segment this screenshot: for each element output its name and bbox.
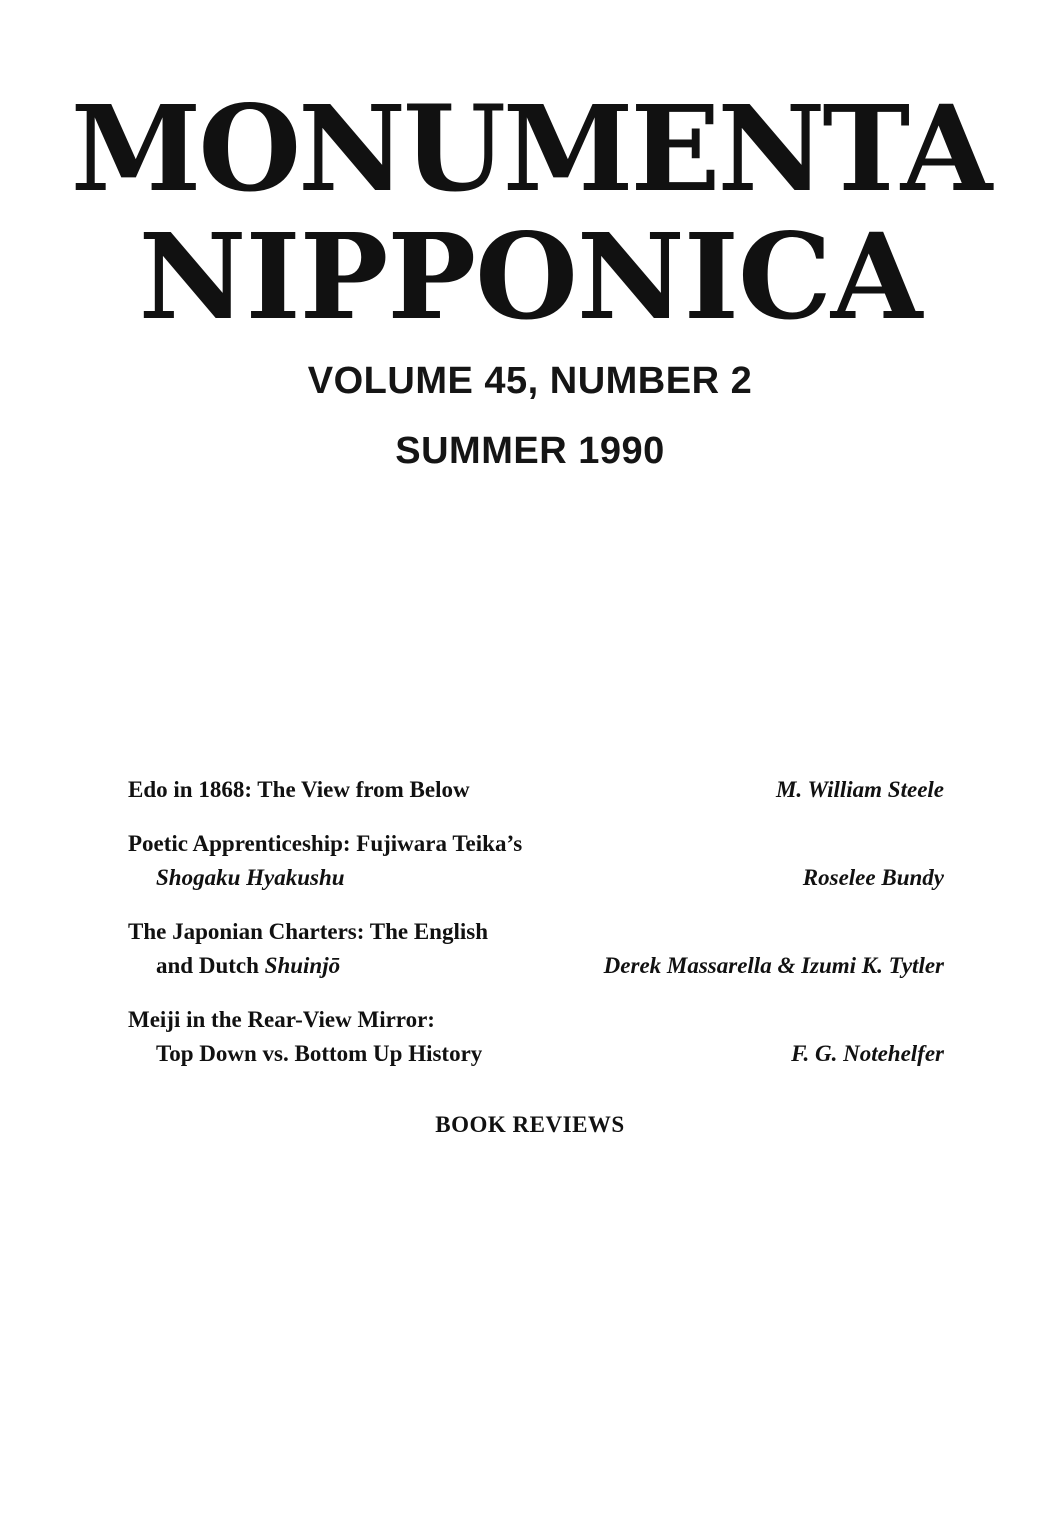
article-author: M. William Steele (775, 777, 944, 802)
toc-entry-row (128, 949, 944, 983)
article-title-continued (128, 1037, 482, 1071)
toc-entry-row (128, 1003, 944, 1037)
toc-entry (128, 915, 944, 983)
toc-entry-row (128, 1037, 944, 1071)
book-reviews-heading: BOOK REVIEWS (435, 1112, 625, 1137)
toc-entry (128, 773, 944, 807)
toc-entry-row (128, 861, 944, 895)
article-title: Poetic Apprenticeship: Fujiwara Teika’s (128, 831, 523, 856)
issue-season-year: SUMMER 1990 (395, 430, 665, 472)
article-title-italic: Shogaku Hyakushu (156, 865, 345, 890)
table-of-contents (128, 773, 944, 1091)
article-title-prefix: and Dutch (156, 953, 265, 978)
toc-entry (128, 1003, 944, 1071)
toc-entry-row (128, 827, 944, 861)
masthead-line-2: NIPPONICA (138, 207, 922, 346)
toc-entry-row (128, 915, 944, 949)
article-title-prefix: Top Down vs. Bottom Up History (156, 1041, 483, 1066)
article-title: Meiji in the Rear-View Mirror: (128, 1007, 435, 1032)
article-title: Edo in 1868: The View from Below (128, 777, 470, 802)
masthead-line-1: MONUMENTA (70, 79, 990, 218)
issue-volume-number: VOLUME 45, NUMBER 2 (307, 360, 753, 402)
article-title-continued (128, 949, 340, 983)
article-author: Roselee Bundy (802, 865, 944, 890)
article-author: Derek Massarella & Izumi K. Tytler (603, 953, 944, 978)
journal-masthead (0, 79, 1060, 346)
toc-entry (128, 827, 944, 895)
article-title-continued (128, 861, 345, 895)
article-author: F. G. Notehelfer (791, 1041, 944, 1066)
article-title-italic: Shuinjō (264, 953, 341, 978)
article-title: The Japonian Charters: The English (128, 919, 488, 944)
toc-entry-row (128, 773, 944, 807)
